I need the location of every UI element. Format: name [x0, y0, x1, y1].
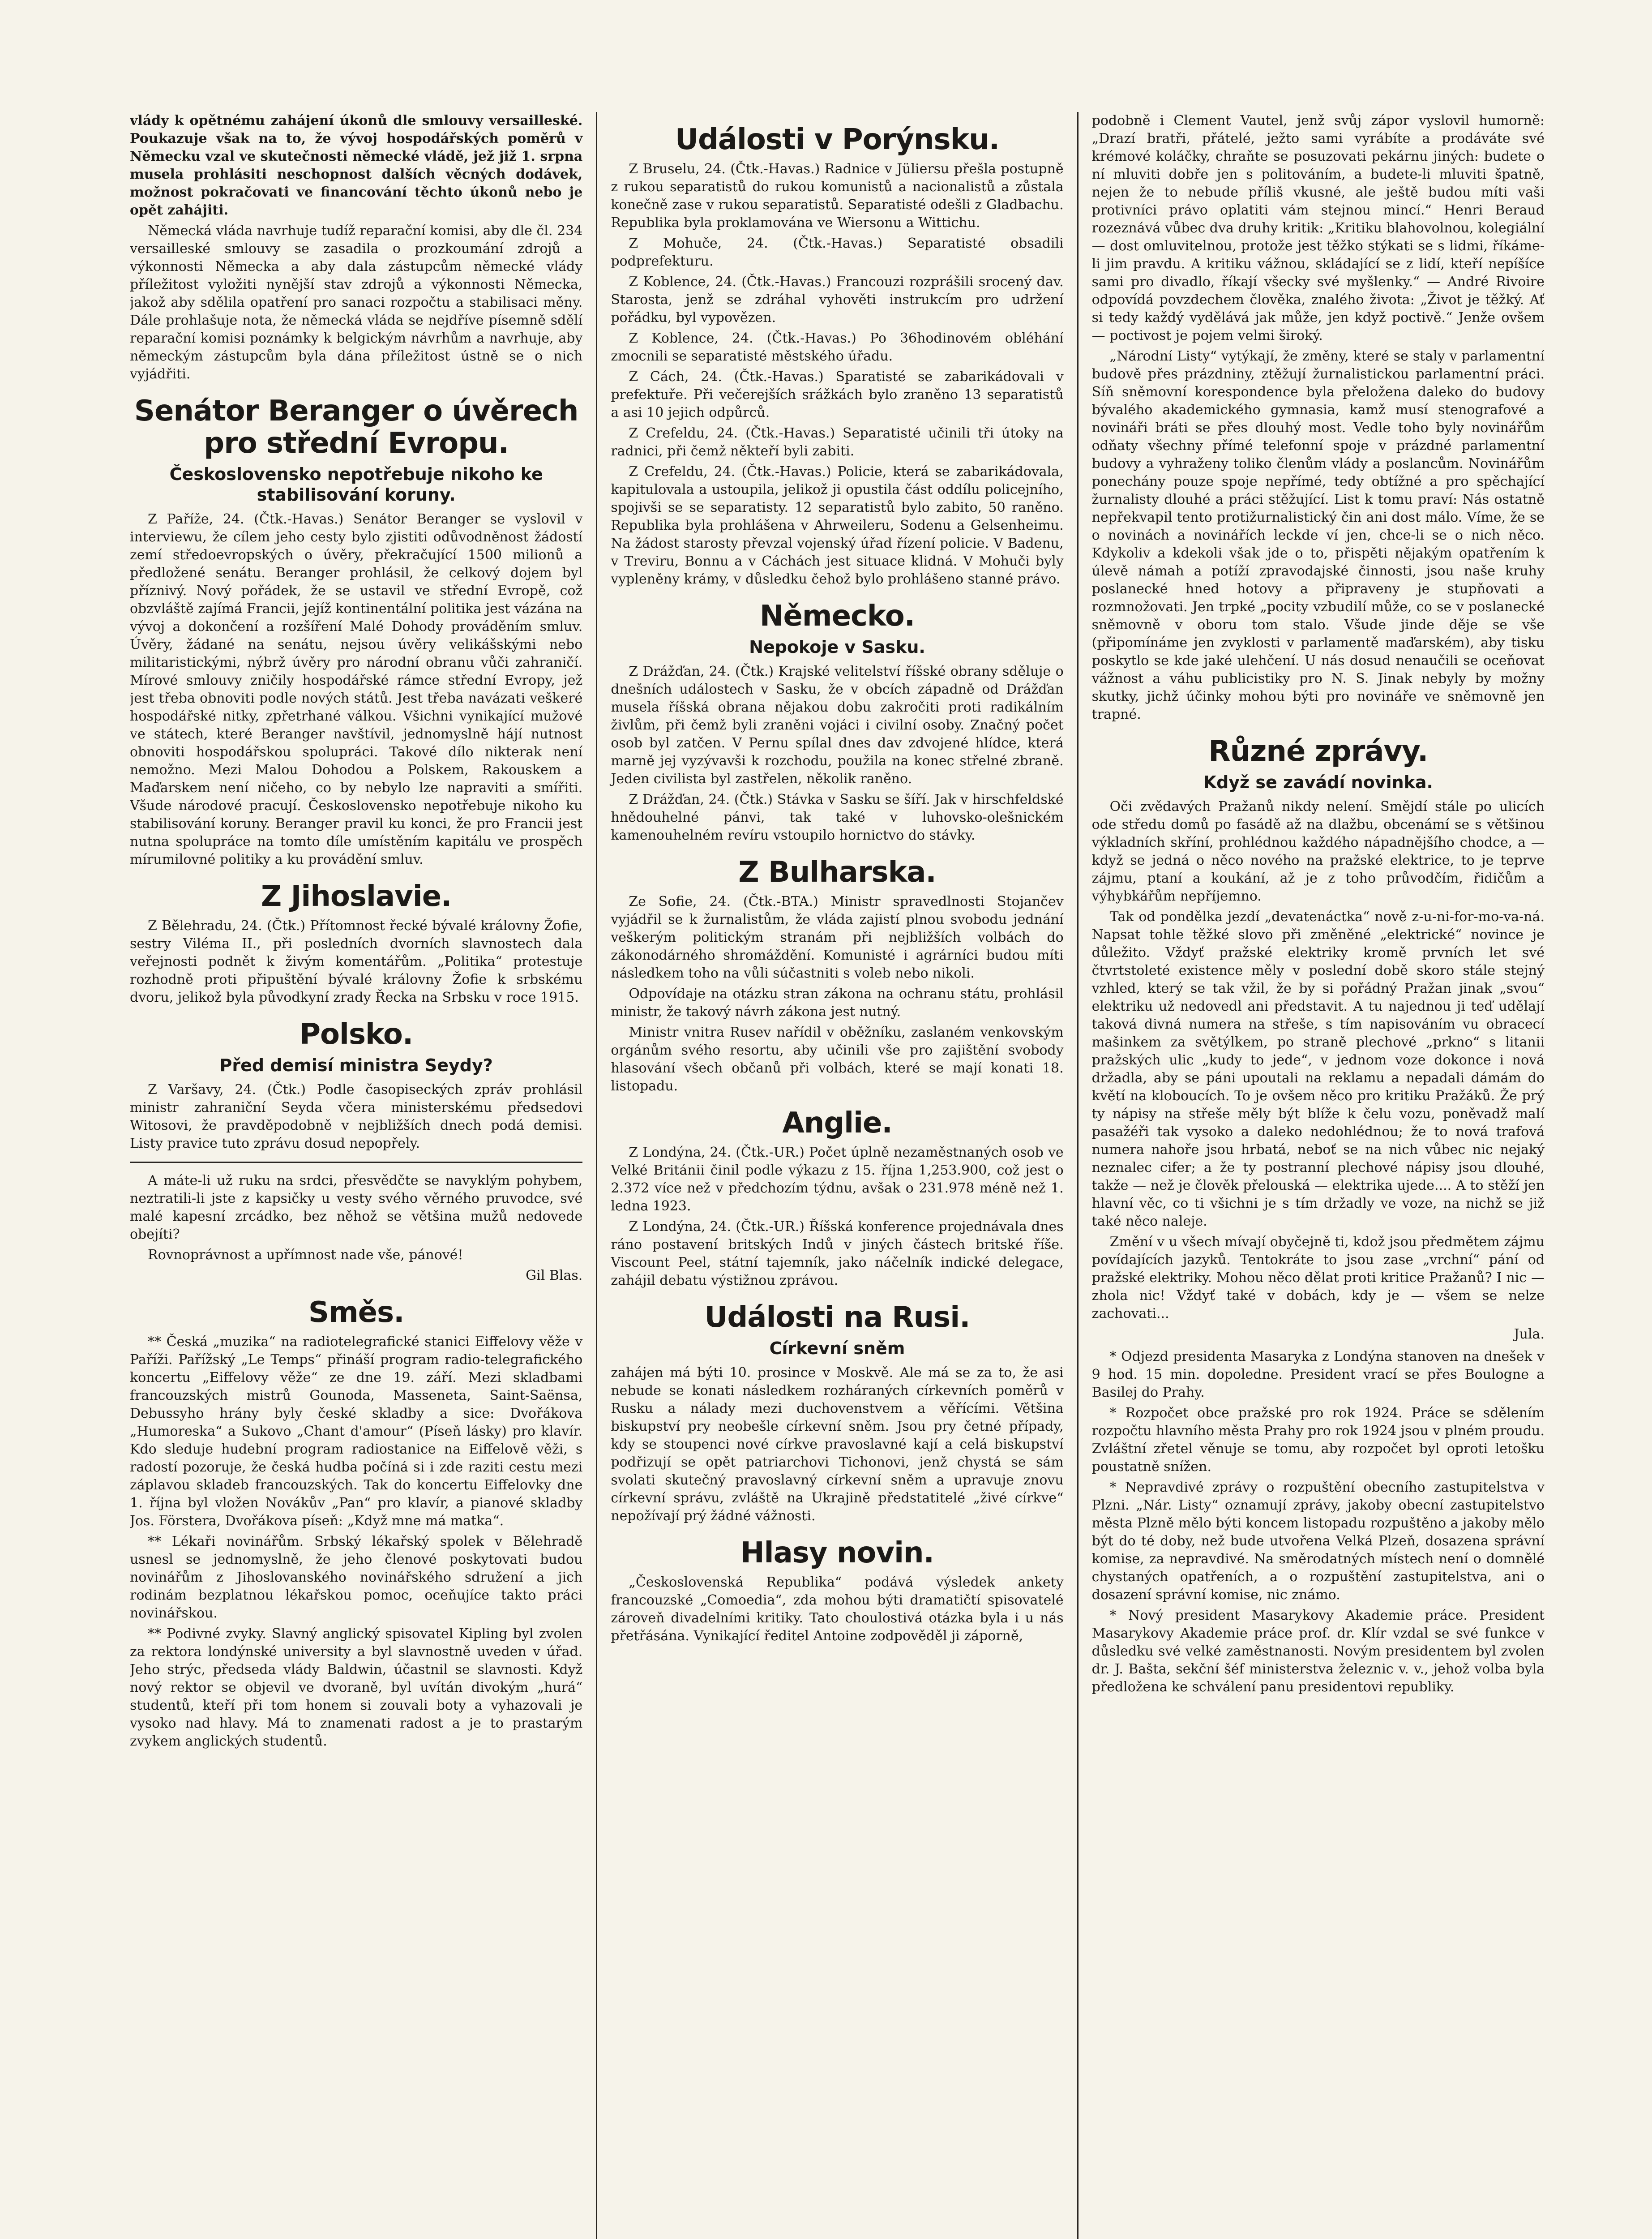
- signature: Jula.: [1514, 1326, 1545, 1342]
- article-paragraph: Z Koblence, 24. (Čtk.-Havas.) Francouzi rozprášili srocený dav. Starosta, jenž se zdráhal vyhověti instrukcím pro udržení pořádku, byl vypovězen.: [611, 274, 1064, 326]
- article-paragraph: Z Londýna, 24. (Čtk.-UR.) Říšská konference projednávala dnes ráno postavení britských Indů v jiných částech britské říše. Viscount Peel, státní tajemník, jako náčelník indické delegace, zahájil debatu výstižnou zprávou.: [611, 1219, 1064, 1288]
- section-subtitle: Když se zavádí novinka.: [1203, 772, 1433, 792]
- article-paragraph: Z Bruselu, 24. (Čtk.-Havas.) Radnice v Jüliersu přešla postupně z rukou separatistů do rukou komunistů a nacionalistů a zůstala konečně zase v rukou separatistů. Separatisté odešli z Gladbachu. Republika byla proklamována ve Wiersonu a Wittichu.: [611, 161, 1064, 231]
- article-paragraph: Oči zvědavých Pražanů nikdy nelení. Smějdí stále po ulicích ode středu domů po fasádě až na dlažbu, obcenámí se s většinou výkladních skříní, prohlédnou každého nápadnějšího chodce, a — když se jedná o něco nového na pražské elektrice, to je teprve zájmu, ptaní a koukání, až je z toho průvodčím, řidičům a výhybkářům nepříjemno.: [1091, 799, 1545, 904]
- section-title: Německo.: [759, 600, 915, 633]
- article-paragraph: „Národní Listy“ vytýkají, že změny, které se staly v parlamentní budově přes prázdniny, ztěžují žurnalistickou parlamentní práci. Síň sněmovní korespondence byla přeložena daleko do budovy bývalého akademického gymnasia, kamž musí stenografové a novináři bráti se přes dlouhý most. Vedle toho byly novinářům odňaty všechny přímé telefonní spoje v prázdné parlamentní budovy a vyhraženy toliko členům vlády a poslancům. Novinářům ponechány pouze spoje nepřímé, tedy obtížné a pro spěchající žurnalisty dlouhé a práci stěžující. List k tomu praví: Nás ostatně nepřekvapil tento protižurnalistický čin ani dost málo. Víme, že se o novinách a novinářích leckde ví jen, chce-li se o nich něco. Kdykoliv a kdekoli však jde o to, přispěti nějakým opatřením k úlevě námah a potíží zpravodajské činnosti, jsou naše kruhy poslanecké hned hotovy a připraveny je stupňovati a rozmnožovati. Jen trpké „pocity vzbudilí může, co se v poslanecké sněmovně v oboru tom stalo. Všude jinde děje se vše (připomínáme jen zvyklosti v parlamentě maďarském), aby tisku poskytlo se kde jaké ulehčení. U nás dosud nenaučili se oceňovat vážnost a váhu publicistiky pro N. S. Jinak nebyly by možny skutky, jichž účinky mohou býti pro novináře ve sněmovně jen trapné.: [1091, 348, 1545, 722]
- section-subtitle: Nepokoje v Sasku.: [749, 637, 925, 657]
- article-paragraph: Z Londýna, 24. (Čtk.-UR.) Počet úplně nezaměstnaných osob ve Velké Británii činil podle výkazu z 15. října 1,253.900, což jest o 2.372 více než v předchozím týdnu, avšak o 231.978 méně než 1. ledna 1923.: [611, 1145, 1064, 1214]
- article-paragraph: Změní v u všech mívají obyčejně ti, kdož jsou předmětem zájmu povídajících jazyků. Tentokráte to jsou zase „vrchní“ pání od pražské elektriky. Mohou něco dělat proti kritice Pražanů? I nic — zhola nic! Vždyť také v dobách, kdy je — všem se nelze zachovati...: [1091, 1234, 1545, 1321]
- article-paragraph: zahájen má býti 10. prosince v Moskvě. Ale má se za to, že asi nebude se konati následkem rozháraných církevních poměrů v Rusku a nálady mezi duchovenstvem a věřícími. Většina biskupství pry neobešle církevní sněm. Jsou pry četné případy, kdy se stoupenci nové církve pravoslavné kají a celá biskupství podřizují se opět patriarchovi Tichonovi, jenž chystá se sám svolati skutečný pravoslavný církevní sněm a upravuje znovu církevní správu, zvláště na Ukrajině předstatitelé „živé církve“ nepožívají prý žádné vážnosti.: [611, 1365, 1064, 1524]
- column-1: [130, 112, 596, 2239]
- article-paragraph: Z Paříže, 24. (Čtk.-Havas.) Senátor Beranger se vyslovil v interviewu, že cílem jeho cesty bylo zjistiti odůvodněnost žádostí zemí středoevropských o úvěry, překračující 1500 milionů a předložené senátu. Beranger prohlásil, že celkový dojem byl příznivý. Nový pořádek, že se ustavil ve střední Evropě, což obzvláště zajímá Francii, jejíž kontinentální politika jest vázána na vývoj a dokončení a rozšíření Malé Dohody prováděním smluv. Úvěry, žádané na senátu, nejsou úvěry velikášskými nebo militaristickými, nýbrž úvěry pro národní obranu vůči zahraničí. Mírové smlouvy zničily hospodářské rámce střední Evropy, jež jest třeba obnoviti podle nových států. Jest třeba navázati veškeré hospodářské nitky, zpřetrhané válkou. Všichni vynikající mužové ve státech, které Beranger navštívil, jednomyslně hájí nutnost obnoviti hospodářskou spolupráci. Takové dílo nikterak není nemožno. Mezi Malou Dohodou a Polskem, Rakouskem a Maďarskem není ničeho, co by nebylo lze napraviti a smířiti. Všude národové pracují. Československo nepotřebuje nikoho ku stabilisování koruny. Beranger pravil ku konci, že pro Francii jest nutna spolupráce na tomto díle umístěním kapitálu ve prospěch mírumilovné politiky a ku provádění smluv.: [130, 511, 583, 867]
- article-paragraph: Odpovídaje na otázku stran zákona na ochranu státu, prohlásil ministr, že takový návrh zákona jest nutný.: [611, 986, 1064, 1020]
- article-paragraph: Z Crefeldu, 24. (Čtk.-Havas.) Separatisté učinili tři útoky na radnici, při čemž někteří byli zabiti.: [611, 425, 1064, 459]
- section-title: Směs.: [308, 1296, 404, 1329]
- news-note: * Nepravdivé zprávy o rozpuštění obecního zastupitelstva v Plzni. „Nár. Listy“ oznamují zprávy, jakoby obecní zastupitelstvo města Plzně mělo býti koncem listopadu rozpuštěno a jakoby mělo být do té doby, než bude utvořena Velká Plzeň, dosazena správní komise, za nepravdivé. Na směrodatných místech není o domnělé chystaných opatřeních, a o rozpuštění zastupitelstva, ani o dosazení správní komise, nic známo.: [1091, 1480, 1545, 1603]
- news-note: * Rozpočet obce pražské pro rok 1924. Práce se sdělením rozpočtu hlavního města Prahy pro rok 1924 jsou v plném proudu. Zvláštní zřetel věnuje se tomu, aby rozpočet byl oproti letošku poustatně snížen.: [1091, 1405, 1545, 1475]
- news-note: * Nový president Masarykovy Akademie práce. President Masarykovy Akademie práce prof. dr. Klír vzdal se své funkce v důsledku své velké zaměstnanosti. Novým presidentem byl zvolen dr. J. Bašta, sekční šéf ministerstva železnic v. v., jehož volba byla předložena ke schválení panu presidentovi republiky.: [1091, 1608, 1545, 1695]
- news-note: * Odjezd presidenta Masaryka z Londýna stanoven na dnešek v 9 hod. 15 min. dopoledne. President vrací se přes Boulogne a Basilej do Prahy.: [1091, 1349, 1545, 1400]
- section-subtitle: Československo nepotřebuje nikoho ke stabilisování koruny.: [169, 464, 543, 505]
- columns: [130, 112, 1545, 2239]
- section-title: Hlasy novin.: [740, 1536, 934, 1570]
- section-subtitle: Církevní sněm: [769, 1338, 905, 1358]
- divider: [130, 1162, 582, 1163]
- section-title: Různé zprávy.: [1208, 735, 1428, 768]
- news-item: ** Česká „muzika“ na radiotelegrafické stanici Eiffelovy věže v Paříži. Pařížský „Le Temps“ přináší program radio-telegrafického koncertu „Eiffelovy věže“ ze dne 19. září. Mezi skladbami francouzských mistrů Gounoda, Masseneta, Saint-Saënsa, Debussyho hrány byly české skladby a sice: Dvořákova „Humoreska“ a Sukovo „Chant d'amour“ (Píseň lásky) pro klavír. Kdo sleduje hudební program radiostanice na Eiffelově věži, s radostí pozoruje, že česká hudba počíná si i zde raziti cestu mezi záplavou skladeb francouzských. Tak do koncertu Eiffelovky dne 1. října byl vložen Novákův „Pan“ pro klavír, a pianové skladby Jos. Förstera, Dvořákova píseň: „Když mne má matka“.: [130, 1334, 583, 1529]
- article-paragraph: podobně i Clement Vautel, jenž svůj zápor vyslovil humorně: „Drazí bratři, přátelé, ježto sami vyrábíte a prodáváte své krémové koláčky, chraňte se posuzovati pekárnu jiných: budete o ní mluviti dobře jen s politováním, a budete-li mluviti špatně, nejen že to nebude příliš vkusné, ale ještě budou míti vaši protivníci právo oplatiti vám stejnou mincí.“ Henri Beraud rozeznává vůbec dva druhy kritik: „Kritiku blahovolnou, kolegiální — dost omluvitelnou, protože jest těžko stýkati se s lidmi, říkáme-li jim pravdu. A kritiku vážnou, skládající se z lidí, kteří nepíšíce sami pro divadlo, říkají všecky své myšlenky.“ — André Rivoire odpovídá povzdechem člověka, znalého života: „Život je těžký. Ať si tedy každý vydělává jak může, jen když poctivě.“ Jenže ovšem — poctivost je pojem velmi široký.: [1091, 113, 1545, 343]
- quote-paragraph: A máte-li už ruku na srdci, přesvědčte se navyklým pohybem, neztratili-li jste z kapsičky u vesty svého věrného pruvodce, své malé kapesní zrcádko, bez něhož se většina mužů nedovede obejíti?: [130, 1173, 583, 1242]
- article-intro-paragraph: vlády k opětnému zahájení úkonů dle smlouvy versailleské. Poukazuje však na to, že vývoj hospodářských poměrů v Německu vzal ve skutečnosti německé vládě, jež již 1. srpna musela prohlásiti neschopnost dalších věcných dodávek, možnost pokračovati ve financování těchto úkonů nebo je opět zahájiti.: [130, 113, 583, 218]
- article-paragraph: Z Drážďan, 24. (Čtk.) Stávka v Sasku se šíří. Jak v hirschfeldské hnědouhelné pánvi, tak také v luhovsko-olešnickém kamenouhelném revíru vstoupilo hornictvo do stávky.: [611, 792, 1064, 843]
- article-paragraph: Z Drážďan, 24. (Čtk.) Krajské velitelství říšské obrany sděluje o dnešních událostech v Sasku, že v obcích západně od Drážďan musela říšská obrana nějakou dobu zakročiti proti radikálním živlům, při čemž byli zraněni vojáci i civilní osoby. Značný počet osob byl zatčen. V Pernu spílal dnes dav zdvojené hlídce, která marně jej vyzývavši k rozchodu, použila na konec střelné zbraně. Jeden civilista byl zastřelen, několik raněno.: [611, 664, 1064, 787]
- section-title: Události v Porýnsku.: [675, 123, 999, 156]
- column-2: [596, 112, 1077, 2239]
- article-paragraph: Z Mohuče, 24. (Čtk.-Havas.) Separatisté obsadili podprefekturu.: [611, 236, 1064, 269]
- news-item: ** Podivné zvyky. Slavný anglický spisovatel Kipling byl zvolen za rektora londýnské university a byl slavnostně uveden v úřad. Jeho strýc, předseda vlády Baldwin, účastnil se slavnosti. Když nový rektor se objevil ve dvoraně, byl uvítán divokým „hurá“ studentů, kteří při tom honem si zouvali boty a vyhazovali je vysoko nad hlavy. Má to znamenati radost a je to prastarým zvykem anglických studentů.: [130, 1626, 583, 1749]
- article-paragraph: Z Koblence, 24. (Čtk.-Havas.) Po 36hodinovém obléhání zmocnili se separatisté městského úřadu.: [611, 330, 1064, 364]
- section-title: Polsko.: [300, 1018, 413, 1051]
- section-title: Události na Rusi.: [704, 1301, 970, 1334]
- section-title: Anglie.: [782, 1107, 892, 1140]
- column-3: [1077, 112, 1545, 2239]
- article-paragraph: Z Cách, 24. (Čtk.-Havas.) Sparatisté se zabarikádovali v prefektuře. Při večerejších srážkách bylo zraněno 13 separatistů a asi 10 jejich odpůrců.: [611, 369, 1064, 420]
- section-title: Z Bulharska.: [738, 856, 936, 889]
- section-title: Senátor Beranger o úvěrech pro střední Evropu.: [134, 395, 578, 460]
- article-paragraph: Z Varšavy, 24. (Čtk.) Podle časopiseckých zpráv prohlásil ministr zahraniční Seyda včera ministerskému předsedovi Witosovi, že pravděpodobně v nejbližších dnech podá demisi. Listy pravice tuto zprávu dosud nepopřely.: [130, 1082, 583, 1151]
- article-paragraph: „Československá Republika“ podává výsledek ankety francouzské „Comoedia“, zda mohou býti dramatičtí spisovatelé zároveň divadelními kritiky. Tato choulostivá otázka byla i u nás přetřásána. Vynikající ředitel Antoine zodpověděl ji záporně,: [611, 1574, 1064, 1644]
- news-item: ** Lékaři novinářům. Srbský lékařský spolek v Bělehradě usnesl se jednomyslně, že jeho členové poskytovati budou novinářům z Jihoslovanského novinářského sdružení a jich rodinám bezplatnou lékařskou pomoc, oceňujíce takto práci novinářskou.: [130, 1534, 583, 1621]
- article-paragraph: Z Crefeldu, 24. (Čtk.-Havas.) Policie, která se zabarikádovala, kapitulovala a ustoupila, jelikož ji opustila část oddílu policejního, spojivši se se separatisty. 12 separatistů bylo zabito, 50 raněno. Republika byla prohlášena v Ahrweileru, Sodenu a Gelsenheimu. Na žádost starosty převzal vojenský úřad řízení policie. V Badenu, v Treviru, Bonnu a v Cáchách jest situace klidná. V Mohuči byly vypleněny krámy, v důsledku čehož bylo prohlášeno stanné právo.: [611, 464, 1064, 587]
- article-paragraph: Tak od pondělka jezdí „devatenáctka“ nově z-u-ni-for-mo-va-ná. Napsat tohle těžké slovo při změněné „elektrické“ novince je důležito. Vždyť pražské elektriky kromě prvních let své čtvrtstoleté existence měly v poslední době skoro stále stejný vzhled, který se tak vžil, že by si pořádný Pražan jinak „svou“ elektriku už nedovedl ani představit. A tu najednou ji teď udělají taková divná numera na střeše, s tím napisováním vu obracecí mašinkem za světýlkem, po straně plechové „prkno“ s litanii pražských ulic „kudy to jede“, v jednom voze dokonce i nová držadla, aby se páni upoutali na reklamu a nepadali dámám do květí na kloboucích. To je ovšem něco pro kritiku Pražáků. Že prý ty nápisy na střeše měly být blíže k čelu vozu, poněvadž malí pasažéři tak vysoko a daleko nedohlédnou; že to nová trafová numera nahoře jsou hrbatá, neboť se na nich vůbec nic nejaký neznalec cifer; a že ty postranní plechové nápisy jsou dlouhé, takže — než je člověk přelouská — elektrika ujede.... A to stěží jen hlavní věc, co ti všichni je s tím držadly ve voze, na nichž se již také něco naleje.: [1091, 909, 1545, 1229]
- quote-paragraph: Rovnoprávnost a upřímnost nade vše, pánové!: [148, 1247, 463, 1263]
- article-paragraph: Z Bělehradu, 24. (Čtk.) Přítomnost řecké bývalé královny Žofie, sestry Viléma II., při posledních dvorních slavnostech dala veřejnosti podnět k živým komentářům. „Politika“ protestuje rozhodně proti připuštění bývalé královny Žofie k srbskému dvoru, jelikož byla původkyní zrady Řecka na Srbsku v roce 1915.: [130, 918, 583, 1005]
- article-paragraph: Ministr vnitra Rusev nařídil v oběžníku, zaslaném venkovským orgánům svého resortu, aby učinili vše pro zajištění svobody hlasování všech občanů při volbách, které se mají konati 18. listopadu.: [611, 1025, 1064, 1094]
- article-intro-paragraph: Německá vláda navrhuje tudíž reparační komisi, aby dle čl. 234 versailleské smlouvy se zasadila o prozkoumání zdrojů a výkonnosti Německa a aby dala zástupcům německé vlády příležitost vyložiti nynější stav zdrojů a výkonnosti Německa, jakož aby sdělila opatření pro sanaci rozpočtu a stabilisaci měny. Dále prohlašuje nota, že německá vláda se nejdříve písemně sdělí reparační komisi poznámky k belgickým návrhům a navrhuje, aby německým zástupcům byla dána příležitost ústně se o nich vyjádřiti.: [130, 223, 583, 382]
- article-paragraph: Ze Sofie, 24. (Čtk.-BTA.) Ministr spravedlnosti Stojančev vyjádřil se k žurnalistům, že vláda zajistí plnou svobodu jednání veškerým politickým stranám při nejbližších volbách do zákonodárného shromáždění. Komunisté i agrárníci budou míti následkem toho na vůli súčastniti s voleb nebo nikoli.: [611, 894, 1064, 981]
- section-subtitle: Před demisí ministra Seydy?: [219, 1055, 493, 1075]
- signature: Gil Blas.: [526, 1268, 583, 1283]
- section-title: Z Jihoslavie.: [261, 880, 452, 913]
